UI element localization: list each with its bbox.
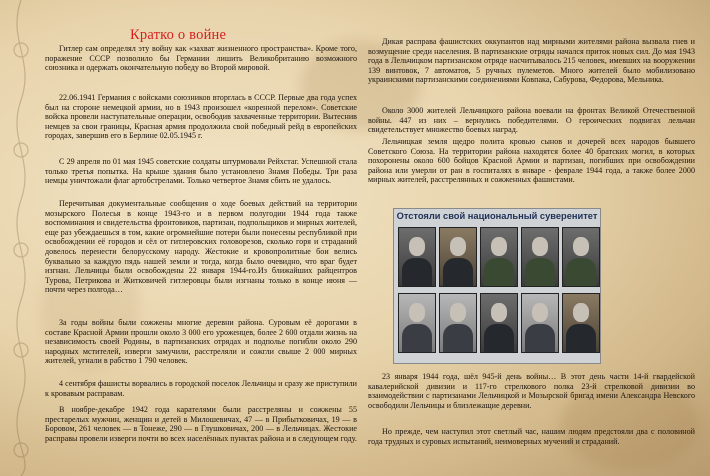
left-paragraph-1: Гитлер сам определял эту войну как «захват жизненного пространства». Кроме того, поражение СССР позволило бы Германии лишить Великобританию возможного союзника и одержать окончательную победу во Второй мировой. [45,44,357,73]
right-paragraph-1: Дикая расправа фашистских оккупантов над мирными жителями района вызвала гнев и возмущение среди населения. В партизанские отряды начался приток новых сил. До мая 1943 года в Лельчицком партизанском отряде насчитывалось 215 человек, имевших на вооружении 139 винтовок, 7 автоматов, 5 ручных пулеметов. Много жителей было мобилизовано украинскими партизанскими соединениями Ковпака, Сабурова, Федорова, Мельника. [368,37,695,85]
veteran-photo [562,293,600,353]
right-paragraph-4: 23 января 1944 года, шёл 945-й день войны… В этот день части 14-й гвардейской кавалерийской дивизии и 117-го стрелкового полка 23-й стрелковой дивизии во взаимодействии с партизанами Лельчицкой и Мозырской бригад имени Александра Невского освободили Лельчицы и близлежащие деревни. [368,372,695,410]
page-title: Кратко о войне [130,27,227,43]
right-paragraph-2: Около 3000 жителей Лельчицкого района воевали на фронтах Великой Отечественной войны. 447 из них – вернулись победителями. О героических подвигах лельчан свидетельствует множество боевых наград. [368,106,695,135]
veteran-photo [480,227,518,287]
right-paragraph-5: Но прежде, чем наступил этот светлый час, нашим людям предстояли два с половиной года трудных и суровых испытаний, неимоверных мучений и страданий. [368,427,695,446]
left-paragraph-3: С 29 апреля по 01 мая 1945 советские солдаты штурмовали Рейхстаг. Успешной стала только третья попытка. На крыше здания было установлено Знамя Победы. Три раза немцы уничтожали флаг артобстрелами. Только четвертое Знамя сбить не удалось. [45,157,357,186]
veteran-photo [398,227,436,287]
left-paragraph-2: 22.06.1941 Германия с войсками союзников вторглась в СССР. Первые два года успех был на стороне немецкой армии, но в 1943 произошел «коренной перелом». Советские войска провели наступательные операции, освободив захваченные территории. Вытеснив немцев за свои границы, Красная армия продолжила свой победный рейд в европейских городах, завершив его в Берлине 02.05.1945 г. [45,93,357,141]
left-paragraph-6: 4 сентября фашисты ворвались в городской поселок Лельчицы и сразу же приступили к кровавым расправам. [45,379,357,398]
veteran-photo [439,293,477,353]
veteran-photo [480,293,518,353]
left-paragraph-7: В ноябре-декабре 1942 года карателями были расстреляны и сожжены 55 престарелых мужчин, женщин и детей в Милошевичах, 47 — в Прибытковичах, 19 — в Боровом, 261 человек — в Тонеже, 290 — в Глушковичах, 200 — в Лельчицах. Жестокие расправы провели изверги почти во всех населённых пунктах района и в следующем году. [45,405,357,443]
right-paragraph-3: Лельчицкая земля щедро полита кровью сынов и дочерей всех народов бывшего Советского Союза. На территории района находятся более 40 братских могил, в которых похоронены около 600 бойцов Красной Армии и партизан, погибших при освобождении района или умерли от ран в госпиталях в январе - феврале 1944 года, а также более 2000 мирных жителей, расстрелянных и сожженных фашистами. [368,137,695,185]
veteran-photo [562,227,600,287]
left-paragraph-4: Перечитывая документальные сообщения о ходе боевых действий на территории мозырского Полесья в конце 1943-го и в первом полугодии 1944 года также воспоминания и свидетельства фронтовиков, партизан, подпольщиков и мирных жителей, еще раз убеждаешься в том, какие огромнейшие потери были понесены республикой при освобождении её городов и сёл от гитлеровских головорезов, сколько горя и страданий довелось перенести белорусскому народу. Жестокие и кровопролитные бои велись буквально за каждую пядь нашей земли и тогда, когда было очевидно, что враг будет изгнан. Лельчицы были освобождены 22 января 1944-го.Из ближайших райцентров Турова, Петрикова и Житковичей гитлеровцы были изгнаны только в конце июня — почти через полгода… [45,199,357,295]
banner-title: Отстояли свой национальный суверенитет [396,211,598,221]
veteran-photo [521,293,559,353]
veteran-photo [398,293,436,353]
veteran-photo [439,227,477,287]
veterans-photo-banner [393,208,601,364]
left-paragraph-5: За годы войны были сожжены многие деревни района. Суровым её дорогами в составе Красной Армии прошли около 3 000 его уроженцев, более 2 600 отдали жизнь на независимость своей Родины, в партизанских отрядах и подполье погибли около 290 народных мстителей, изверги замучили, расстреляли и сожгли свыше 2 000 мирных жителей, угнали в рабство 1 790 человек. [45,318,357,366]
ornament-border [3,0,39,476]
veteran-photo [521,227,559,287]
